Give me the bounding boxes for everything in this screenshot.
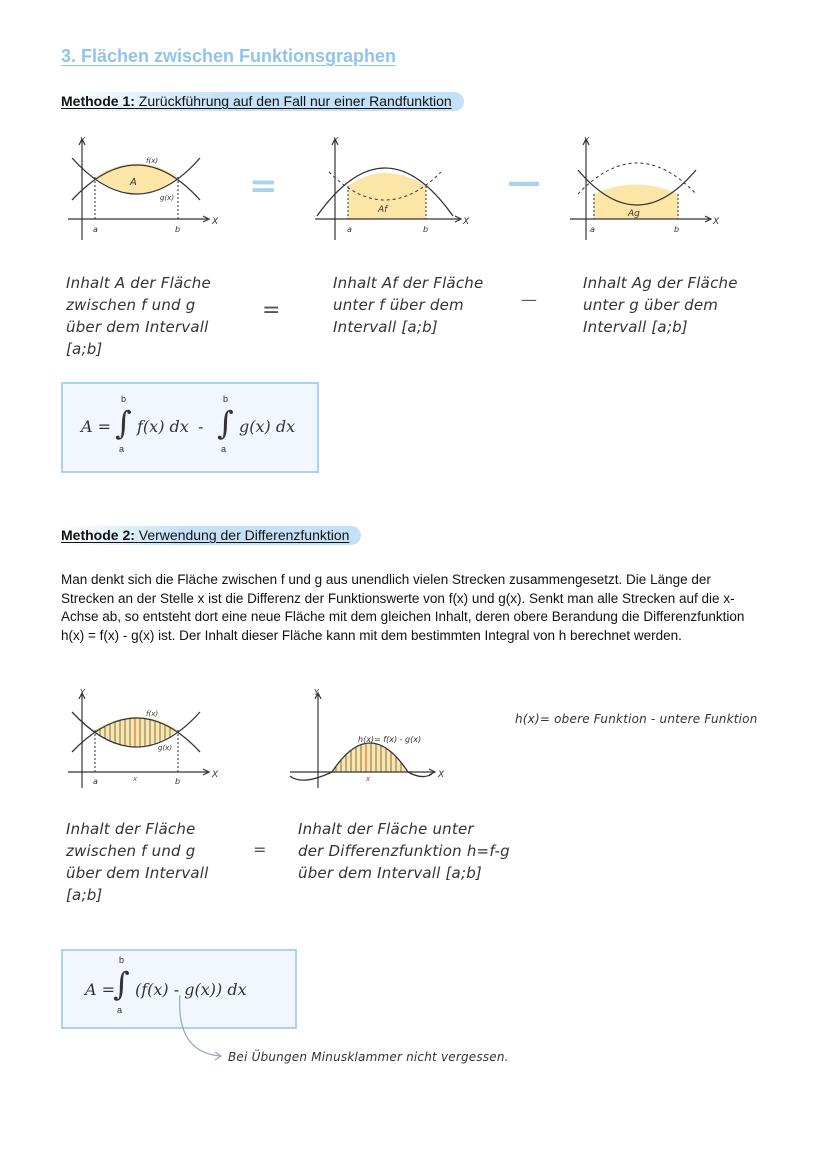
b-label: b [175,225,181,234]
note-line: über dem Intervall [a;b] [298,864,482,882]
note-line: der Differenzfunktion h=f-g [298,842,510,860]
integral-sign-1: ∫ [115,404,132,442]
note-equals: = [253,840,267,859]
y-label: Y [80,688,85,697]
area-label: Ag [628,209,640,219]
annotation-arrow [170,990,230,1070]
a-label: a [93,225,98,234]
a-label: a [347,225,352,234]
note-line: [a;b] [66,886,103,904]
g-label: g(x) [160,194,175,202]
method1-graph-under-f [305,130,475,245]
note-equals: = [262,298,281,323]
minus-sign-graphs: — [507,162,541,202]
method2-hint: h(x)= obere Funktion - untere Funktion [515,712,758,726]
method1-note-under-g [583,272,738,338]
area-label: Af [378,205,388,215]
note-line: zwischen f und g [66,296,196,314]
method2-graph-strips [60,684,235,794]
integral-sign: ∫ [113,965,130,1003]
note-minus: — [521,290,537,309]
note-line: über dem Intervall [66,318,209,336]
x-marker-label: x [366,775,371,783]
note-line: unter g über dem [583,296,719,314]
h-label: h(x)= f(x) - g(x) [358,735,422,744]
arrow-line [180,995,220,1056]
method1-text: Zurückführung auf den Fall nur einer Randfunktion [138,93,452,109]
method2-text: Verwendung der Differenzfunktion [138,527,350,543]
method2-paragraph: Man denkt sich die Fläche zwischen f und g aus unendlich vielen Strecken zusammengesetzt. Die Länge der Strecken an der Stelle x ist die Differenz der Funktionswerte von f(x) und g(x). Senkt man alle Strecken auf die x-Achse ab, so entsteht dort eine neue Fläche mit dem gleichen Inhalt, deren obere Berandung die Differenzfunktion h(x) = f(x) - g(x) ist. Der Inhalt dieser Fläche kann mit dem bestimmten Integral von h berechnet werden. [61,572,745,643]
b-label: b [674,225,680,234]
x-label: X [713,217,720,227]
int2-lower: a [221,444,227,454]
method1-note-between [66,272,211,360]
f-label: f(x) [146,710,159,718]
method1-graph-under-g [560,130,730,245]
method2-annotation: Bei Übungen Minusklammer nicht vergessen. [228,1050,509,1064]
formula-lhs: A = [85,980,116,999]
area-label: A [130,177,137,188]
a-label: a [93,777,98,786]
note-line: Inhalt A der Fläche [66,274,211,292]
note-line: zwischen f und g [66,842,196,860]
int2-body: g(x) dx [239,417,296,436]
int1-body: f(x) dx [137,417,189,436]
y-label: Y [314,688,319,697]
method2-heading [61,526,361,545]
int1-upper: b [121,394,127,404]
note-line: Inhalt der Fläche [66,820,196,838]
int-body: (f(x) - g(x)) dx [135,980,247,999]
page-title: 3. Flächen zwischen Funktionsgraphen [61,46,397,66]
note-line: Inhalt Ag der Fläche [583,274,738,292]
x-label: X [438,770,445,780]
method1-formula-box [61,382,319,473]
b-label: b [175,777,181,786]
method2-note-between [66,818,209,906]
int-upper: b [119,955,125,965]
y-label: Y [584,136,589,145]
method2-graph-difference [282,684,457,794]
a-label: a [590,225,595,234]
x-label: X [463,217,470,227]
g-label: g(x) [158,744,173,752]
method1-heading [61,92,464,111]
method2-label: Methode 2: [61,527,135,543]
f-label: f(x) [146,157,159,165]
note-line: Intervall [a;b] [333,318,438,336]
area-between-shape [95,717,178,746]
int1-lower: a [119,444,125,454]
method1-label: Methode 1: [61,93,135,109]
integral-sign-2: ∫ [217,404,234,442]
formula-minus: - [198,417,204,436]
x-marker-label: x [133,775,138,783]
method1-note-under-f [333,272,483,338]
note-line: Inhalt Af der Fläche [333,274,484,292]
int-lower: a [117,1005,123,1015]
method1-graph-between [60,130,230,245]
note-line: [a;b] [66,340,103,358]
y-label: Y [333,136,338,145]
method2-note-difference [298,818,510,884]
y-label: Y [80,136,85,145]
note-line: Intervall [a;b] [583,318,688,336]
x-label: X [212,217,219,227]
equals-sign-graphs: = [249,166,278,206]
x-label: X [212,770,219,780]
b-label: b [423,225,429,234]
note-line: unter f über dem [333,296,464,314]
note-line: über dem Intervall [66,864,209,882]
formula-lhs: A = [81,417,112,436]
note-line: Inhalt der Fläche unter [298,820,474,838]
int2-upper: b [223,394,229,404]
